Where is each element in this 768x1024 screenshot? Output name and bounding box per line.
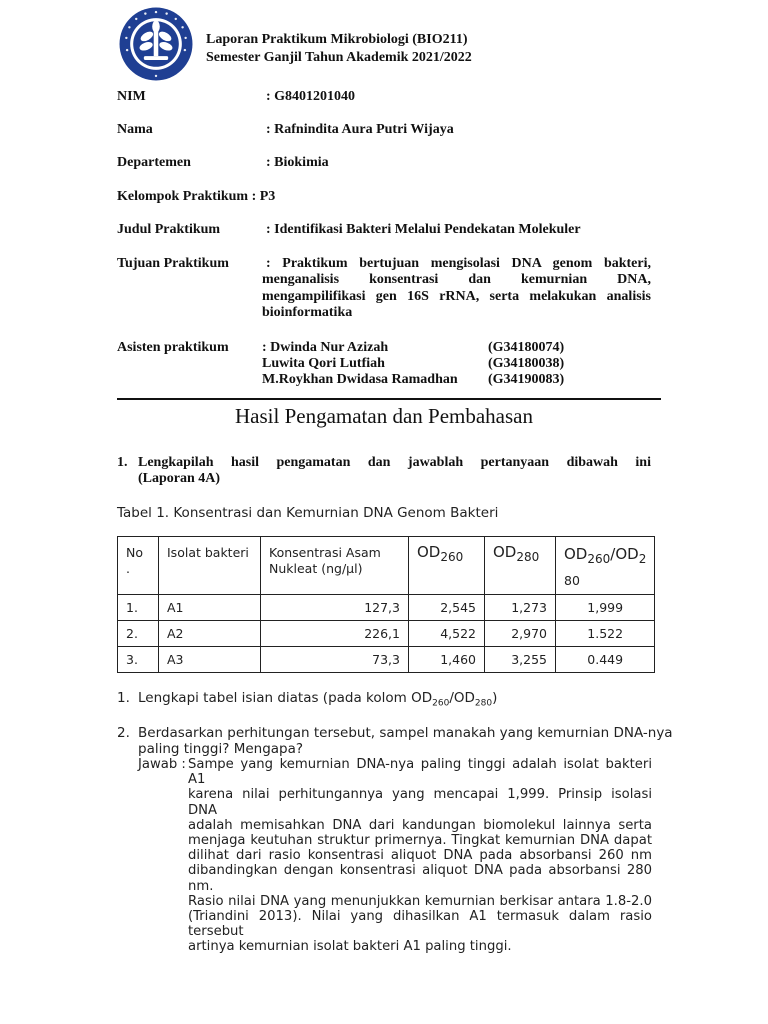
asisten-name: M.Roykhan Dwidasa Ramadhan — [262, 372, 458, 387]
cell-ratio: 1,999 — [556, 595, 655, 621]
cell-od280: 2,970 — [485, 621, 556, 647]
departemen-value: : Biokimia — [266, 155, 329, 170]
answer-line: menjaga keutuhan struktur primernya. Tingkat kemurnian DNA dapat — [188, 833, 652, 849]
judul-label: Judul Praktikum — [117, 222, 221, 237]
cell-isolat: A2 — [159, 621, 261, 647]
table-row — [118, 647, 655, 673]
answer-paragraph — [188, 757, 652, 955]
asisten-nim: (G34180074) — [488, 340, 565, 355]
subquestion-2-number: 2. — [117, 725, 130, 741]
tujuan-label: Tujuan Praktikum — [117, 256, 229, 271]
header-no-text: No — [126, 545, 143, 560]
subquestion-1-sub-b: 280 — [474, 698, 493, 709]
answer-line: Sampe yang kemurnian DNA-nya paling tinggi adalah isolat bakteri A1 — [188, 757, 652, 788]
answer-line: artinya kemurnian isolat bakteri A1 paling tinggi. — [188, 939, 512, 955]
cell-od280: 3,255 — [485, 647, 556, 673]
header-konsentrasi — [261, 537, 409, 595]
departemen-label: Departemen — [117, 155, 191, 170]
nama-value: : Rafnindita Aura Putri Wijaya — [266, 122, 454, 137]
question-1-line-1: Lengkapilah hasil pengamatan dan jawablah pertanyaan dibawah ini — [138, 455, 651, 470]
table-row — [118, 621, 655, 647]
header-ratio — [556, 537, 655, 595]
jawab-label: Jawab : — [138, 757, 186, 772]
kelompok-praktikum: Kelompok Praktikum : P3 — [117, 189, 276, 204]
judul-value: : Identifikasi Bakteri Melalui Pendekatan Molekuler — [266, 222, 581, 237]
od-label: OD — [564, 545, 588, 563]
report-header-line1: Laporan Praktikum Mikrobiologi (BIO211) — [206, 32, 468, 47]
asisten-nim: (G34180038) — [488, 356, 565, 371]
section-divider — [117, 398, 661, 400]
od-label: OD — [493, 543, 517, 561]
cell-od260: 1,460 — [409, 647, 485, 673]
cell-konsentrasi: 127,3 — [261, 595, 409, 621]
table-caption: Tabel 1. Konsentrasi dan Kemurnian DNA Genom Bakteri — [117, 505, 499, 521]
od260-subscript: 260 — [440, 550, 464, 564]
nim-value: : G8401201040 — [266, 89, 356, 104]
asisten-name: : Dwinda Nur Azizah — [262, 340, 389, 355]
ipb-logo-icon — [118, 6, 194, 82]
cell-isolat: A1 — [159, 595, 261, 621]
subquestion-1-sub-a: 260 — [432, 698, 450, 709]
header-od260 — [409, 537, 485, 595]
header-no — [118, 537, 159, 595]
ratio-subscript-b: 2 — [638, 552, 647, 566]
asisten-nim: (G34190083) — [488, 372, 565, 387]
subquestion-1-close: ) — [492, 690, 498, 706]
cell-od260: 4,522 — [409, 621, 485, 647]
cell-ratio: 0.449 — [556, 647, 655, 673]
subquestion-1-slash: /OD — [449, 690, 475, 706]
cell-od260: 2,545 — [409, 595, 485, 621]
table-header-row — [118, 537, 655, 595]
od-label: OD — [417, 543, 441, 561]
answer-line: dilihat dari rasio konsentrasi aliquot DNA pada absorbansi 260 nm — [188, 848, 652, 864]
subquestion-1-number: 1. — [117, 690, 130, 706]
question-1-line-2: (Laporan 4A) — [138, 471, 221, 486]
header-od280 — [485, 537, 556, 595]
tujuan-line-2: menganalisis konsentrasi dan kemurnian DNA, — [262, 272, 651, 287]
cell-isolat: A3 — [159, 647, 261, 673]
header-konsentrasi-line2: Nukleat (ng/µl) — [269, 561, 363, 576]
answer-line: dibandingkan dengan konsentrasi aliquot DNA pada absorbansi 280 nm. — [188, 863, 652, 894]
tujuan-line-4: bioinformatika — [262, 305, 353, 320]
section-title: Hasil Pengamatan dan Pembahasan — [235, 404, 533, 428]
tujuan-line-3: mengampilifikasi gen 16S rRNA, serta melakukan analisis — [262, 289, 651, 304]
header-no-dot: . — [126, 561, 130, 576]
ratio-subscript-tail: 80 — [564, 573, 580, 588]
subquestion-1-main: Lengkapi tabel isian diatas (pada kolom OD — [138, 690, 433, 706]
header-isolat-text: Isolat bakteri — [167, 545, 249, 560]
cell-ratio: 1.522 — [556, 621, 655, 647]
answer-line: Rasio nilai DNA yang menunjukkan kemurnian berkisar antara 1.8-2.0 — [188, 893, 652, 909]
ratio-slash: /OD — [610, 545, 639, 563]
report-header-line2: Semester Ganjil Tahun Akademik 2021/2022 — [206, 50, 472, 65]
tujuan-line-1: : Praktikum bertujuan mengisolasi DNA genom bakteri, — [266, 256, 651, 271]
subquestion-1-text — [138, 690, 497, 709]
question-1-number: 1. — [117, 455, 128, 470]
cell-no: 2. — [118, 621, 159, 647]
asisten-label: Asisten praktikum — [117, 340, 229, 355]
table-row — [118, 595, 655, 621]
subquestion-2-line-1: Berdasarkan perhitungan tersebut, sampel manakah yang kemurnian DNA-nya — [138, 725, 673, 741]
od280-subscript: 280 — [516, 550, 540, 564]
nama-label: Nama — [117, 122, 153, 137]
answer-line: (Triandini 2013). Nilai yang dihasilkan A1 termasuk dalam rasio tersebut — [188, 909, 652, 940]
asisten-name: Luwita Qori Lutfiah — [262, 356, 385, 371]
header-isolat — [159, 537, 261, 595]
header-konsentrasi-line1: Konsentrasi Asam — [269, 545, 381, 560]
cell-no: 3. — [118, 647, 159, 673]
answer-line: karena nilai perhitungannya yang mencapai 1,999. Prinsip isolasi DNA — [188, 787, 652, 818]
cell-konsentrasi: 226,1 — [261, 621, 409, 647]
subquestion-2-line-2: paling tinggi? Mengapa? — [138, 741, 304, 757]
nim-label: NIM — [117, 89, 146, 104]
answer-line: adalah memisahkan DNA dari kandungan biomolekul lainnya serta — [188, 817, 652, 833]
cell-konsentrasi: 73,3 — [261, 647, 409, 673]
cell-no: 1. — [118, 595, 159, 621]
dna-table — [117, 536, 655, 673]
cell-od280: 1,273 — [485, 595, 556, 621]
ratio-subscript-a: 260 — [587, 552, 611, 566]
